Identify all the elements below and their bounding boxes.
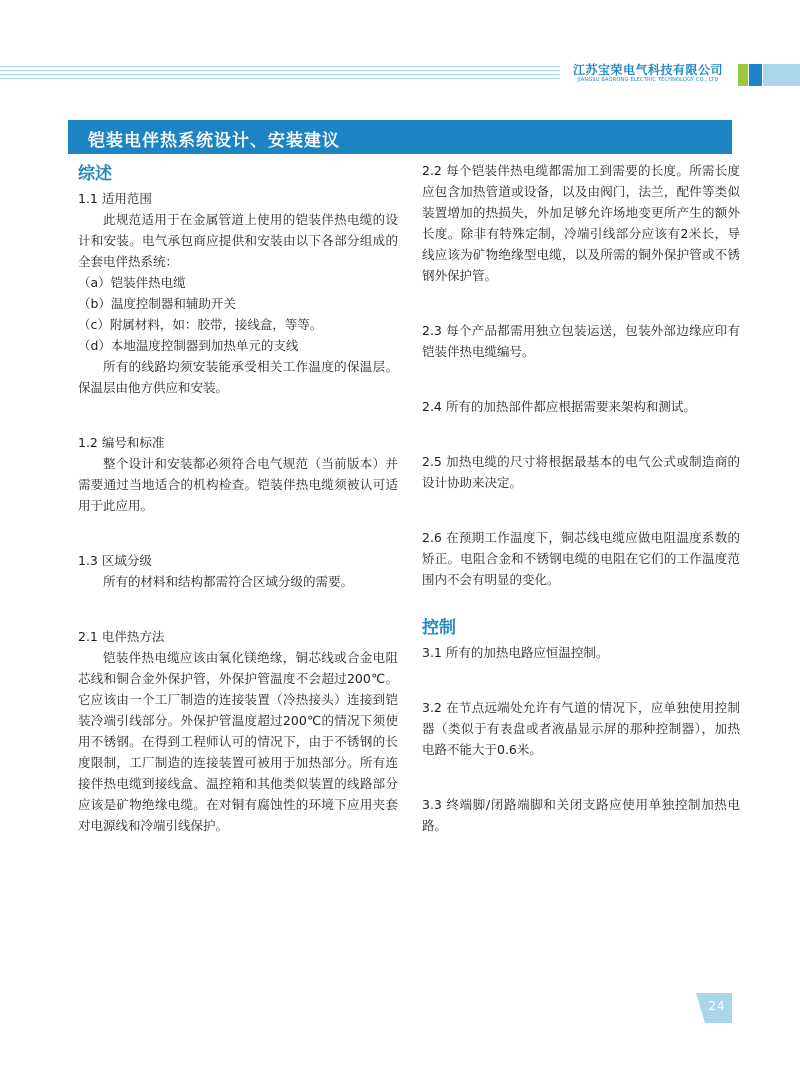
heading-overview: 综述 (78, 164, 112, 184)
s21-paragraph: 铠装伴热电缆应该由氧化镁绝缘，铜芯线或合金电阻芯线和铜合金外保护管，外保护管温度不会超过200℃。它应该由一个工厂制造的连接装置（冷热接头）连接到铠装冷端引线部分。外保护管温度超过200℃的情况下须使用不锈钢。在得到工程师认可的情况下，由于不锈钢的长度限制，工厂制造的连接装置可被用于加热部分。所有连接伴热电缆到接线盒、温控箱和其他类似装置的线路部分应该是矿物绝缘电缆。在对铜有腐蚀性的环境下应用夹套对电源线和冷端引线保护。 (78, 650, 398, 833)
section-title-bar (68, 120, 732, 154)
s33-paragraph: 3.3 终端脚/闭路端脚和关闭支路应使用单独控制加热电路。 (422, 797, 740, 833)
company-logo-text (563, 63, 733, 84)
s11-item-d: （d）本地温度控制器到加热单元的支线 (78, 338, 299, 353)
header-accent-lightblue (763, 64, 800, 86)
page-title: 铠装电伴热系统设计、安装建议 (88, 131, 340, 151)
s11-paragraph-2: 所有的线路均须安装能承受相关工作温度的保温层。保温层由他方供应和安装。 (78, 359, 398, 395)
s21-title: 2.1 电伴热方法 (78, 629, 165, 644)
s22-paragraph: 2.2 每个铠装伴热电缆都需加工到需要的长度。所需长度应包含加热管道或设备，以及由阀门，法兰，配件等类似装置增加的热损失，外加足够允许场地变更所产生的额外长度。除非有特殊定制，冷端引线部分应该有2米长，导线应该为矿物绝缘型电缆，以及所需的铜外保护管或不锈钢外保护管。 (422, 163, 740, 283)
s32-paragraph: 3.2 在节点远端处允许有气道的情况下，应单独使用控制器（类似于有表盘或者液晶显示屏的那种控制器），加热电路不能大于0.6米。 (422, 700, 740, 757)
s11-item-b: （b）温度控制器和辅助开关 (78, 296, 236, 311)
s11-title: 1.1 适用范围 (78, 191, 152, 206)
s12-title: 1.2 编号和标准 (78, 435, 165, 450)
s23-paragraph: 2.3 每个产品都需用独立包装运送，包装外部边缘应印有铠装伴热电缆编号。 (422, 323, 740, 359)
header-accent-blue (749, 64, 762, 86)
s24-paragraph: 2.4 所有的加热部件都应根据需要来架构和测试。 (422, 399, 696, 414)
s11-item-a: （a）铠装伴热电缆 (78, 275, 186, 290)
s13-title: 1.3 区域分级 (78, 553, 152, 568)
s11-item-c: （c）附属材料，如：胶带，接线盒，等等。 (78, 317, 323, 332)
left-column (78, 160, 398, 836)
company-name-cn: 江苏宝荣电气科技有限公司 (572, 63, 723, 77)
s13-paragraph: 所有的材料和结构都需符合区域分级的需要。 (103, 574, 354, 589)
heading-control: 控制 (422, 618, 456, 638)
header-rule-lines (0, 66, 560, 80)
s25-paragraph: 2.5 加热电缆的尺寸将根据最基本的电气公式或制造商的设计协助来决定。 (422, 454, 740, 490)
s12-paragraph: 整个设计和安装都必须符合电气规范（当前版本）并需要通过当地适合的机构检查。铠装伴热电缆须被认可适用于此应用。 (78, 456, 398, 513)
right-column (422, 160, 740, 836)
header-accent-green (738, 64, 748, 86)
s31-paragraph: 3.1 所有的加热电路应恒温控制。 (422, 645, 609, 660)
company-name-en: JIANGSU BAORONG ELECTRIC TECHNOLOGY CO., LTD (577, 77, 719, 83)
page-number: 24 (708, 999, 726, 1013)
s26-paragraph: 2.6 在预期工作温度下，铜芯线电缆应做电阻温度系数的矫正。电阻合金和不锈钢电缆的电阻在它们的工作温度范围内不会有明显的变化。 (422, 530, 740, 587)
s11-paragraph-1: 此规范适用于在金属管道上使用的铠装伴热电缆的设计和安装。电气承包商应提供和安装由以下各部分组成的全套电伴热系统： (78, 212, 398, 269)
